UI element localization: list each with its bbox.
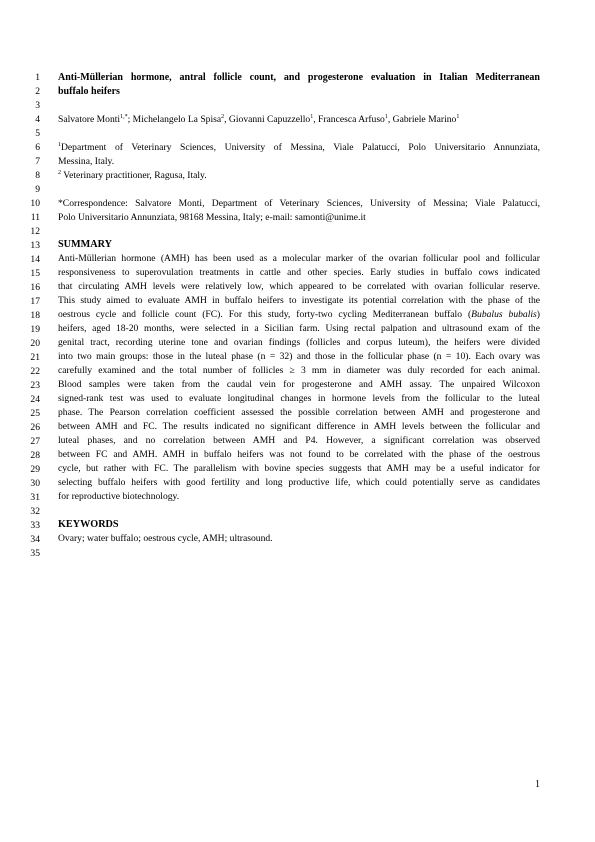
summary-text: between AMH and FC. The results indicated no significant difference in AMH levels between the follicular and — [58, 421, 540, 432]
line-number: 33 — [30, 520, 40, 531]
summary-line — [0, 337, 595, 348]
summary-line — [0, 421, 595, 432]
keywords-heading-line — [0, 519, 595, 530]
line-number: 23 — [30, 380, 40, 391]
authors-line — [0, 114, 595, 125]
line-number: 1 — [35, 72, 40, 83]
affiliation-2 — [58, 170, 540, 181]
keywords-text: Ovary; water buffalo; oestrous cycle, AMH; ultrasound. — [58, 533, 273, 544]
line-number: 34 — [30, 534, 40, 545]
line-number: 12 — [30, 226, 40, 237]
line-number: 3 — [35, 100, 40, 111]
line-number: 8 — [35, 170, 40, 181]
summary-line — [0, 295, 595, 306]
line-number: 2 — [35, 86, 40, 97]
summary-text: heifers, aged 18-20 months, were selected in a Sicilian farm. Using rectal palpation and ultrasound exam of the — [58, 323, 540, 334]
summary-line — [0, 253, 595, 264]
summary-text: signed-rank test was used to evaluate longitudinal changes in hormone levels from the follicular to the luteal — [58, 393, 540, 404]
summary-text — [58, 309, 540, 320]
paper-title: Anti-Müllerian hormone, antral follicle count, and progesterone evaluation in Italian Mediterranean — [58, 72, 540, 83]
summary-line — [0, 323, 595, 334]
line-number-row — [0, 100, 595, 111]
line-number: 24 — [30, 394, 40, 405]
summary-line — [0, 365, 595, 376]
line-number: 31 — [30, 492, 40, 503]
affiliation-text: Department of Veterinary Sciences, University of Messina, Viale Palatucci, Polo Universitario Annunziata, — [61, 142, 540, 153]
author-affiliation-mark: 1 — [456, 113, 460, 120]
line-number: 32 — [30, 506, 40, 517]
summary-text: for reproductive biotechnology. — [58, 491, 180, 502]
summary-line — [0, 281, 595, 292]
line-number: 25 — [30, 408, 40, 419]
line-number: 35 — [30, 548, 40, 559]
summary-text: into two main groups: those in the luteal phase (n = 32) and those in the follicular phase (n = 10). Each ovary was — [58, 351, 540, 362]
line-number: 15 — [30, 268, 40, 279]
affiliation-1-line-2 — [0, 156, 595, 167]
affiliation-mark: 2 — [58, 169, 61, 176]
summary-line — [0, 379, 595, 390]
correspondence-line-2 — [0, 212, 595, 223]
author-affiliation-mark: 1 — [384, 113, 388, 120]
author-name: Michelangelo La Spisa — [132, 114, 222, 125]
affiliation-2-line — [0, 170, 595, 181]
summary-line — [0, 267, 595, 278]
author-list: Salvatore Monti$^{1,*}$; Michelangelo La Spisa$^2$, Giovanni Capuzzello$^1$, Francesca Arfuso$^1$, Gabriele Marino$^1$ — [58, 113, 460, 125]
line-number-row — [0, 226, 595, 237]
line-number: 29 — [30, 464, 40, 475]
line-number: 14 — [30, 254, 40, 265]
line-number: 9 — [35, 184, 40, 195]
page-number: 1 — [535, 779, 540, 790]
author-affiliation-mark: 1,* — [120, 113, 128, 120]
summary-text-part: oestrous cycle and follicle count (FC). For this study, forty-two cycling Mediterranean buffalo ( — [58, 309, 472, 320]
line-number: 26 — [30, 422, 40, 433]
author-name: Francesca Arfuso — [317, 114, 385, 125]
summary-line — [0, 449, 595, 460]
author-affiliation-mark: 2 — [221, 113, 225, 120]
summary-line — [0, 351, 595, 362]
summary-text: selecting buffalo heifers with good fertility and long productive life, which could potentially serve as candidates — [58, 477, 540, 488]
correspondence-line-1 — [0, 198, 595, 209]
correspondence-cont: Polo Universitario Annunziata, 98168 Messina, Italy; e-mail: samonti@unime.it — [58, 212, 366, 223]
line-number: 17 — [30, 296, 40, 307]
summary-text: This study aimed to evaluate AMH in buffalo heifers to investigate its potential correlation with the phase of the — [58, 295, 540, 306]
summary-line — [0, 435, 595, 446]
title-line-2 — [0, 86, 595, 97]
author-name: Giovanni Capuzzello — [228, 114, 311, 125]
summary-line — [0, 491, 595, 502]
summary-text: Blood samples were taken from the caudal vein for progesterone and AMH assay. The unpaired Wilcoxon — [58, 379, 540, 390]
line-number: 20 — [30, 338, 40, 349]
line-number: 21 — [30, 352, 40, 363]
summary-heading: SUMMARY — [58, 239, 112, 250]
author-name: Gabriele Marino — [392, 114, 457, 125]
line-number-row — [0, 506, 595, 517]
line-number: 6 — [35, 142, 40, 153]
summary-text-part: ) — [536, 309, 540, 320]
line-number: 28 — [30, 450, 40, 461]
affiliation-text: Veterinary practitioner, Ragusa, Italy. — [63, 170, 207, 181]
line-number: 11 — [30, 212, 40, 223]
keywords-line — [0, 533, 595, 544]
summary-text: Anti-Müllerian hormone (AMH) has been used as a molecular marker of the ovarian follicular pool and follicular — [58, 253, 540, 264]
species-name: Bubalus bubalis — [471, 309, 537, 320]
summary-line — [0, 309, 595, 320]
summary-line — [0, 393, 595, 404]
line-number-row — [0, 548, 595, 559]
line-number: 22 — [30, 366, 40, 377]
author-name: Salvatore Monti — [58, 114, 121, 125]
summary-text: cycle, but rather with FC. The parallelism with bovine species suggests that AMH may be a useful indicator for — [58, 463, 540, 474]
summary-line — [0, 407, 595, 418]
affiliation-1-cont: Messina, Italy. — [58, 156, 115, 167]
line-number-row — [0, 128, 595, 139]
author-affiliation-mark: 1 — [310, 113, 314, 120]
line-number: 27 — [30, 436, 40, 447]
summary-text: phase. The Pearson correlation coefficient assessed the possible correlation between AMH and progesterone and — [58, 407, 540, 418]
title-line-1 — [0, 72, 595, 83]
paper-title-cont: buffalo heifers — [58, 86, 120, 97]
affiliation-mark: 1 — [58, 142, 61, 148]
line-number: 18 — [30, 310, 40, 321]
line-number: 13 — [30, 240, 40, 251]
line-number: 5 — [35, 128, 40, 139]
line-number: 4 — [35, 114, 40, 125]
line-number: 30 — [30, 478, 40, 489]
summary-text: luteal phases, and no correlation between AMH and P4. However, a significant correlation was observed — [58, 435, 540, 446]
keywords-heading: KEYWORDS — [58, 519, 119, 530]
summary-text: between FC and AMH. AMH in buffalo heifers was not found to be correlated with the phase of the oestrous — [58, 449, 540, 460]
line-number: 19 — [30, 324, 40, 335]
line-number: 16 — [30, 282, 40, 293]
affiliation-1 — [58, 142, 540, 153]
summary-text: carefully examined and the total number of follicles ≥ 3 mm in diameter was duly recorded for each animal. — [58, 365, 540, 376]
summary-text: genital tract, recording uterine tone and ovarian findings (follicles and corpus luteum), the heifers were divided — [58, 337, 540, 348]
affiliation-1-line-1 — [0, 142, 595, 153]
summary-text: that circulating AMH levels were relatively low, which appeared to be correlated with ovarian follicular reserve. — [58, 281, 540, 292]
correspondence: *Correspondence: Salvatore Monti, Department of Veterinary Sciences, University of Messina; Viale Palatucci, — [58, 198, 540, 209]
line-number: 10 — [30, 198, 40, 209]
summary-line — [0, 463, 595, 474]
line-number: 7 — [35, 156, 40, 167]
summary-heading-line — [0, 239, 595, 250]
summary-text: responsiveness to superovulation treatments in cattle and other species. Early studies in buffalo cows indicated — [58, 267, 540, 278]
summary-line — [0, 477, 595, 488]
line-number-row — [0, 184, 595, 195]
